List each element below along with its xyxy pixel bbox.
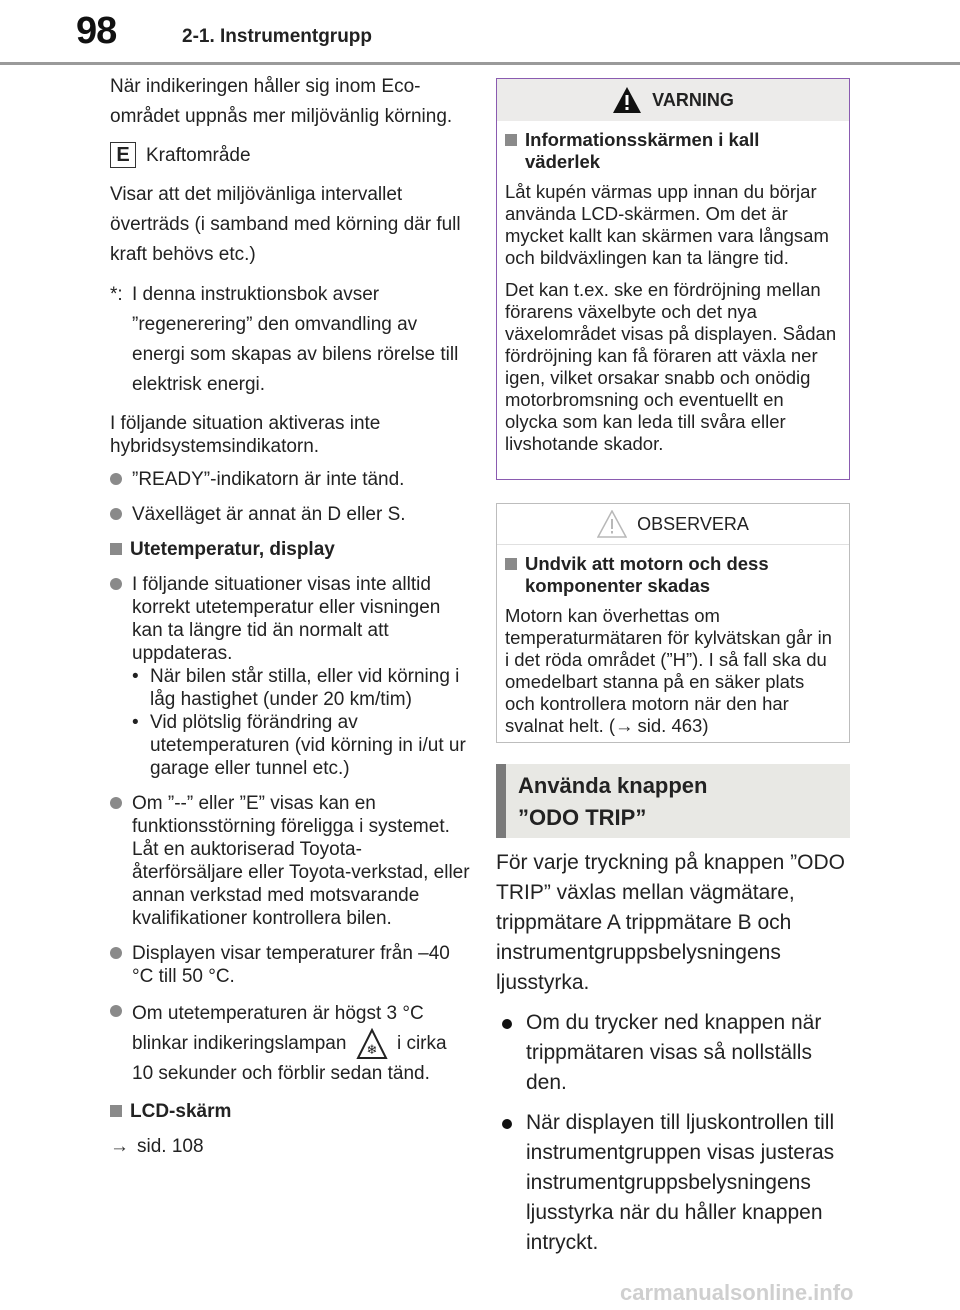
observera-title: OBSERVERA <box>637 513 749 534</box>
use-title-line2: ”ODO TRIP” <box>518 805 647 830</box>
observera-subheading <box>505 553 839 597</box>
intro-paragraph: När indikeringen håller sig inom Eco-området uppnås mer miljövänlig körning. <box>110 76 453 127</box>
bullet-dot <box>502 1119 512 1129</box>
use-bullet-1: Om du trycker ned knappen när trippmätaren visas så nollställs den. <box>526 1011 822 1094</box>
footnote-text: I denna instruktionsbok avser ”regenerering” den omvandling av energi som skapas av bilens rörelse till elektrisk energi. <box>132 284 459 395</box>
footnote-mark: *: <box>110 284 123 305</box>
warning-body <box>497 121 849 455</box>
e-paragraph: Visar att det miljövänliga intervallet överträds (i samband med körning där full kraft behövs etc.) <box>110 184 461 265</box>
temp-bullet-2: Om ”--” eller ”E” visas kan en funktionsstörning föreligga i systemet. Låt en auktoriserad Toyota-återförsäljare eller Toyota-verkstad, eller annan verkstad med motsvarande kvalifikationer kontrollera bilen. <box>132 793 470 929</box>
caution-triangle-icon <box>597 510 627 538</box>
subsection-heading <box>110 1100 470 1123</box>
e-title: Kraftområde <box>146 144 251 166</box>
observera-box <box>496 503 850 743</box>
svg-text:❄: ❄ <box>366 1043 378 1058</box>
list-item <box>110 503 470 526</box>
list-item <box>110 573 470 780</box>
observera-ref[interactable]: sid. 463) <box>637 715 709 736</box>
bullet-dot <box>110 578 122 590</box>
e-marker: E <box>110 142 136 168</box>
temp-bullet-1: I följande situationer visas inte alltid korrekt utetemperatur eller visningen kan ta längre tid än normalt att uppdateras. <box>132 574 441 664</box>
bullet-dot <box>110 1005 122 1017</box>
snowflake-warning-icon <box>356 1028 388 1060</box>
bullet-dot <box>110 797 122 809</box>
temp-title: Utetemperatur, display <box>130 539 335 560</box>
bullet-dot <box>110 947 122 959</box>
bullet-dot <box>110 508 122 520</box>
warning-p2: Det kan t.ex. ske en fördröjning mellan förarens växelbyte och det nya växelområdet visas på displayen. Sådan fördröjning kan få föraren att växla ner igen, vilket orsakar snabb och onödig motorbromsning och eventuellt en olycka som kan leda till svåra eller livshotande skador. <box>505 279 837 454</box>
warning-box <box>496 78 850 480</box>
lcd-reference[interactable] <box>110 1135 470 1158</box>
square-marker <box>110 1105 122 1117</box>
warning-p1: Låt kupén värmas upp innan du börjar använda LCD-skärmen. Om det är mycket kallt kan skärmen vara långsam och bildväxlingen kan ta längre tid. <box>505 181 829 268</box>
footnote <box>110 280 470 400</box>
list-item <box>110 942 470 988</box>
temp-sub-1: När bilen står stilla, eller vid körning i låg hastighet (under 20 km/tim) <box>150 666 460 710</box>
bullet-dot <box>502 1019 512 1029</box>
bullet-dot <box>110 473 122 485</box>
use-intro: För varje tryckning på knappen ”ODO TRIP” växlas mellan vägmätare, trippmätare A trippmätare B och instrumentgruppsbelysningens ljusstyrka. <box>496 851 845 994</box>
use-title-line1: Använda knappen <box>518 773 708 798</box>
warning-header <box>497 79 849 121</box>
temp-sub-2: Vid plötslig förändring av utetemperaturen (vid körning in i/ut ur garage eller tunnel etc.) <box>150 712 466 779</box>
left-column <box>110 72 470 1158</box>
observera-body <box>497 545 849 737</box>
temp-bullet-4b: i cirka 10 sekunder och förblir sedan tänd. <box>132 1033 447 1084</box>
use-bullet-2: När displayen till ljuskontrollen till instrumentgruppen visas justeras instrumentgruppsbelysningens ljusstyrka när du håller knappen intryckt. <box>526 1111 835 1254</box>
warning-sub: Informationsskärmen i kall väderlek <box>525 129 760 172</box>
list-item <box>110 468 470 491</box>
page-number: 98 <box>76 10 117 52</box>
e-heading <box>110 142 470 168</box>
arrow-right-icon: → <box>615 715 634 736</box>
sub-list-item: • Vid plötslig förändring av utetemperaturen (vid körning in i/ut ur garage eller tunnel etc.) <box>132 711 470 780</box>
use-section-text <box>496 848 850 1258</box>
watermark: carmanualsonline.info <box>620 1280 854 1305</box>
list-item <box>496 1008 850 1098</box>
observera-p1 <box>505 605 839 737</box>
warning-triangle-icon <box>612 86 642 114</box>
temp-bullet-3: Displayen visar temperaturer från –40 °C till 50 °C. <box>132 943 450 987</box>
observera-header <box>497 504 849 545</box>
use-button-heading <box>496 764 850 838</box>
square-marker <box>110 543 122 555</box>
arrow-right-icon: → <box>110 1136 129 1157</box>
temp-bullet-4a: Om utetemperaturen är högst 3 °C blinkar indikeringslampan <box>132 1003 424 1055</box>
square-marker <box>505 558 517 570</box>
lcd-title: LCD-skärm <box>130 1101 232 1122</box>
hybrid-bullet-1: ”READY”-indikatorn är inte tänd. <box>132 469 405 490</box>
page-header <box>0 0 960 62</box>
lcd-ref-text: sid. 108 <box>137 1136 204 1157</box>
subsection-heading <box>110 538 470 561</box>
observera-text: Motorn kan överhettas om temperaturmätaren för kylvätskan går in i det röda området (”H”). I så fall ska du omedelbart stanna på en säker plats och kontrollera motorn när den har svalnat helt. ( <box>505 605 832 736</box>
warning-title: VARNING <box>652 89 734 110</box>
list-item <box>110 792 470 930</box>
list-item <box>110 1000 470 1088</box>
list-item <box>496 1108 850 1258</box>
section-title: 2-1. Instrumentgrupp <box>182 26 373 47</box>
observera-sub: Undvik att motorn och dess komponenter skadas <box>525 553 769 596</box>
hybrid-paragraph: I följande situation aktiveras inte hybridsystemsindikatorn. <box>110 413 381 457</box>
square-marker <box>505 134 517 146</box>
warning-subheading <box>505 129 839 173</box>
sub-list-item: • När bilen står stilla, eller vid körning i låg hastighet (under 20 km/tim) <box>132 665 470 711</box>
hybrid-bullet-2: Växelläget är annat än D eller S. <box>132 504 406 525</box>
header-rule <box>0 62 960 65</box>
